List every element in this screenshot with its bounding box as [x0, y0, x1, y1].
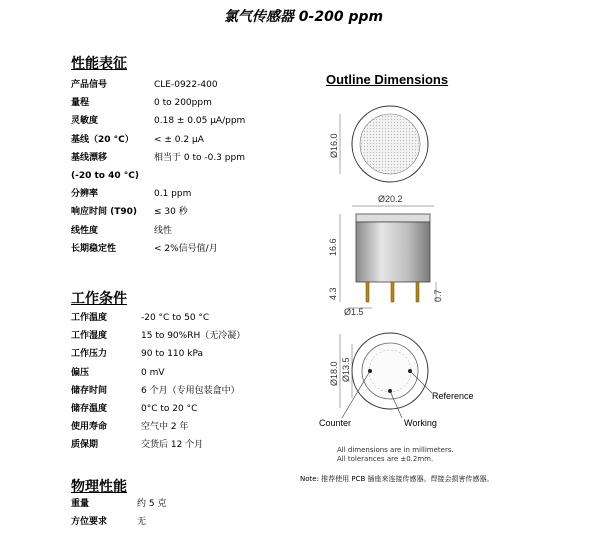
section-heading-working: 工作条件 [71, 291, 127, 307]
spec-value: -20 °C to 50 °C [141, 313, 210, 323]
spec-value: < 2%信号值/月 [154, 243, 218, 254]
dim-top-diameter: Ø16.0 [329, 133, 339, 158]
dim-height: 16.6 [328, 238, 338, 256]
units-note-1: All dimensions are in millimeters. [337, 446, 454, 454]
label-working: Working [404, 418, 437, 428]
spec-value: 15 to 90%RH（无冷凝） [141, 331, 246, 342]
spec-label: 长期稳定性 [71, 243, 117, 254]
spec-value: 0.18 ± 0.05 μA/ppm [154, 116, 246, 127]
section-heading-performance: 性能表征 [71, 56, 127, 72]
spec-value: 0 to 200ppm [154, 98, 212, 109]
spec-value: 线性 [154, 225, 173, 236]
label-counter: Counter [319, 418, 352, 428]
spec-label: 线性度 [71, 225, 99, 236]
footnote: Note: 推荐使用 PCB 插座来连接传感器。焊接会损害传感器。 [300, 475, 494, 483]
outline-drawing [300, 88, 490, 438]
spec-value: 约 5 克 [137, 499, 167, 509]
spec-label: 产品信号 [71, 80, 108, 90]
label-reference: Reference [432, 391, 474, 401]
top-view [329, 106, 428, 182]
side-view [328, 194, 443, 317]
bottom-view [319, 333, 474, 428]
spec-value: 0°C to 20 °C [141, 404, 198, 414]
spec-label: 分辨率 [71, 189, 99, 200]
spec-label: 工作湿度 [71, 331, 108, 342]
spec-value: < ± 0.2 μA [154, 134, 204, 145]
dim-bottom-inner: Ø13.5 [341, 357, 351, 382]
outline-heading: Outline Dimensions [326, 72, 449, 87]
dim-pin-length: 4.3 [328, 287, 338, 300]
dim-pin-diameter: Ø1.5 [344, 307, 364, 317]
dim-bottom-outer: Ø18.0 [329, 361, 339, 386]
spec-label: 响应时间 (T90) [71, 207, 138, 218]
dim-body-diameter: Ø20.2 [378, 194, 403, 204]
spec-label: 基线（20 °C） [71, 134, 134, 145]
spec-label: 重量 [71, 499, 90, 509]
spec-label: 量程 [71, 98, 90, 109]
spec-label: 使用寿命 [71, 422, 108, 433]
spec-label: 储存温度 [71, 404, 108, 414]
spec-label: 储存时间 [71, 385, 108, 396]
spec-value: 相当于 0 to -0.3 ppm [154, 152, 245, 163]
spec-value: 0.1 ppm [154, 189, 192, 200]
spec-value: 交货后 12 个月 [141, 440, 204, 451]
spec-label: 基线漂移 [71, 152, 108, 163]
spec-label: 偏压 [71, 367, 90, 378]
units-note-2: All tolerances are ±0.2mm. [337, 455, 434, 463]
spec-label: (-20 to 40 °C) [71, 171, 140, 181]
spec-label: 灵敏度 [71, 116, 99, 127]
section-heading-physical: 物理性能 [71, 479, 127, 495]
spec-value: 0 mV [141, 367, 165, 378]
spec-value: ≤ 30 秒 [154, 207, 188, 218]
spec-value: 空气中 2 年 [141, 422, 189, 433]
dim-pin-offset: 0.7 [433, 289, 443, 302]
spec-label: 工作温度 [71, 313, 108, 323]
spec-label: 质保期 [71, 440, 99, 451]
spec-value: 无 [137, 517, 147, 528]
spec-value: CLE-0922-400 [154, 80, 218, 90]
spec-label: 方位要求 [71, 517, 108, 528]
page-title: 氯气传感器 0-200 ppm [223, 9, 384, 25]
spec-label: 工作压力 [71, 349, 108, 360]
spec-value: 90 to 110 kPa [141, 349, 203, 360]
spec-value: 6 个月（专用包装盒中） [141, 385, 240, 396]
